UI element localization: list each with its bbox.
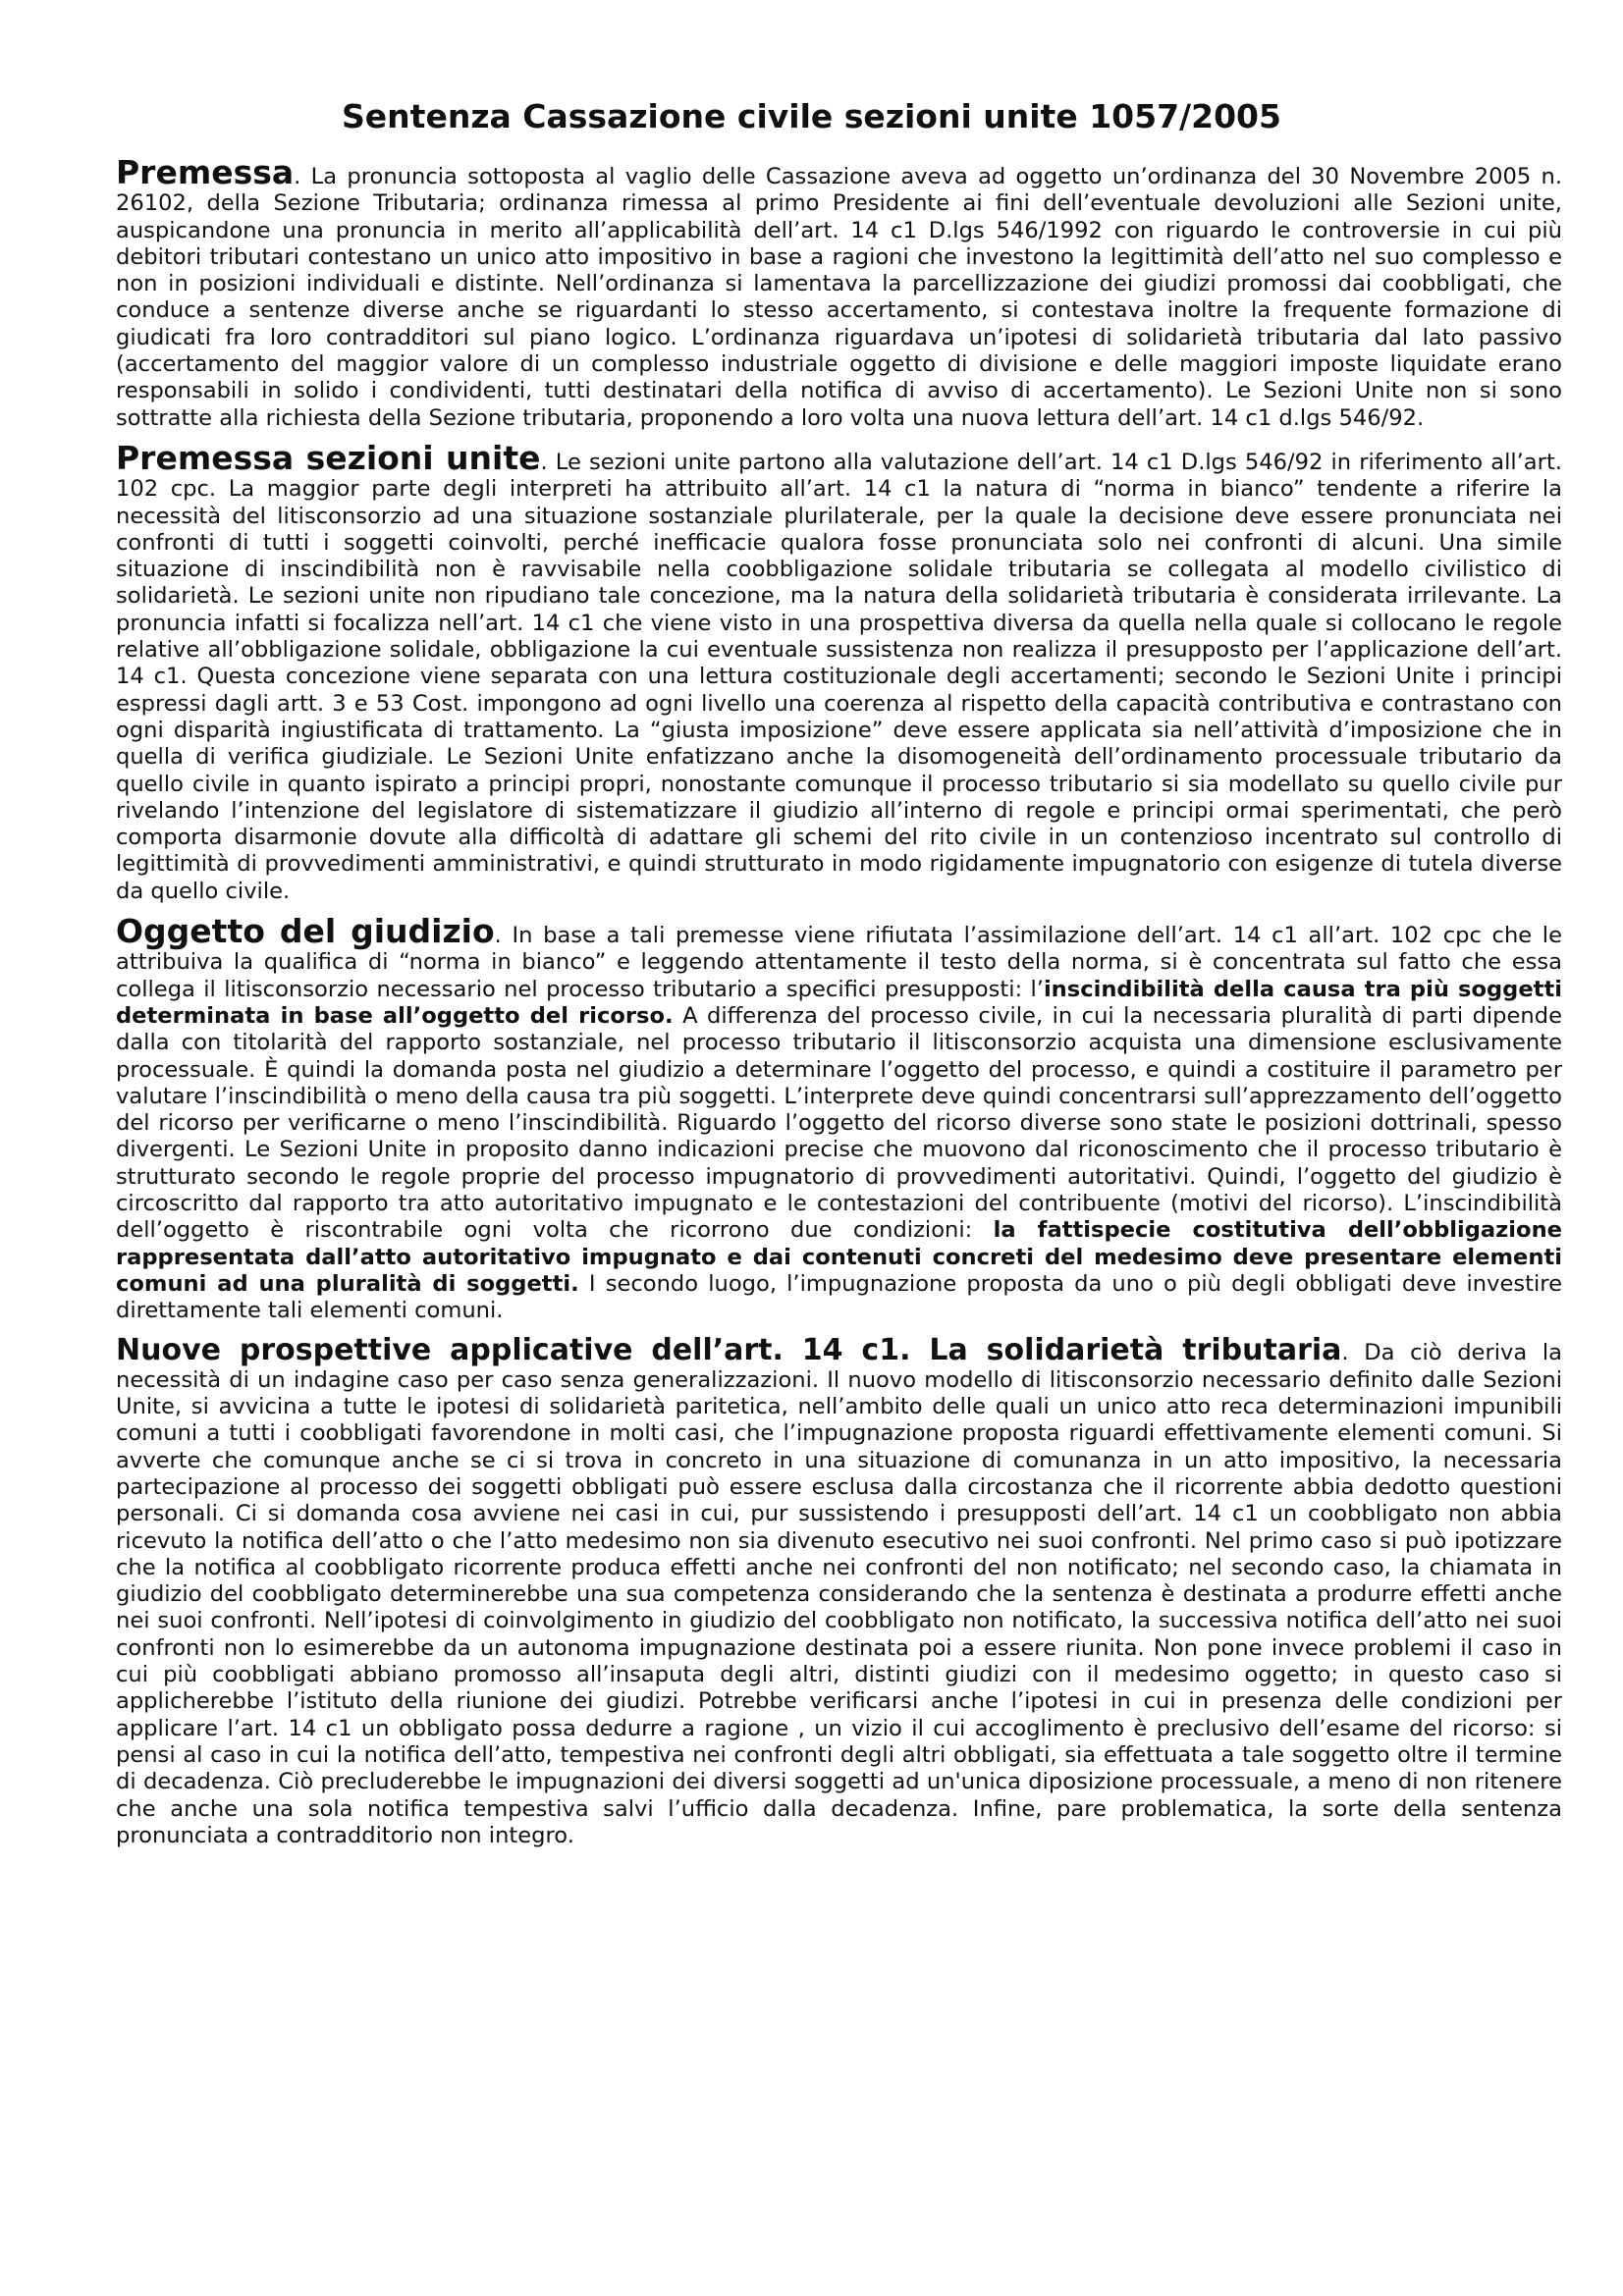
paragraph-premessa-sezioni-unite: [116, 438, 1562, 905]
heading-separator: .: [540, 449, 556, 475]
heading-separator: .: [494, 923, 513, 949]
paragraph-text: Da ciò deriva la necessità di un indagine caso per caso senza generalizzazioni. Il nuovo modello di litisconsorzio necessario definito dalle Sezioni Unite, si avvicina a tutte le ipotesi di solidarietà paritetica, nell’ambito delle quali un unico atto reca determinazioni impunibili comuni a tutti i coobbligati favorendone in molti casi, che l’impugnazione proposta riguardi effettivamente elementi comuni. Si avverte che comunque anche se ci si trova in concreto in una situazione di comunanza in un atto impositivo, la necessaria partecipazione al processo dei soggetti obbligati può essere esclusa dalla circostanza che il ricorrente abbia dedotto questioni personali. Ci si domanda cosa avviene nei casi in cui, pur sussistendo i presupposti dell’art. 14 c1 un coobbligato non abbia ricevuto la notifica dell’atto o che l’atto medesimo non sia divenuto esecutivo nei suoi confronti. Nel primo caso si può ipotizzare che la notifica al coobbligato ricorrente produca effetti anche nei confronti del non notificato; nel secondo caso, la chiamata in giudizio del coobbligato determinerebbe una sua competenza considerando che la sentenza è destinata a produrre effetti anche nei suoi confronti. Nell’ipotesi di coinvolgimento in giudizio del coobbligato non notificato, la successiva notifica dell’atto nei suoi confronti non lo esimerebbe da un autonoma impugnazione destinata poi a essere riunita. Non pone invece problemi il caso in cui più coobbligati abbiano promosso all’insaputa degli altri, distinti giudizi con il medesimo oggetto; in questo caso si applicherebbe l’istituto della riunione dei giudizi. Potrebbe verificarsi anche l’ipotesi in cui in presenza delle condizioni per applicare l’art. 14 c1 un obbligato possa dedurre a ragione , un vizio il cui accoglimento è preclusivo dell’esame del ricorso: si pensi al caso in cui la notifica dell’atto, tempestiva nei confronti degli altri obbligati, sia effettuata a tale soggetto oltre il termine di decadenza. Ciò precluderebbe le impugnazioni dei diversi soggetti ad un'unica diposizione processuale, a meno di non ritenere che anche una sola notifica tempestiva salvi l’ufficio dalla decadenza. Infine, pare problematica, la sorte della sentenza pronunciata a contradditorio non integro.: [116, 1340, 1562, 1848]
paragraph-text: I secondo luogo, l’impugnazione proposta da uno o più degli obbligati deve investire direttamente tali elementi comuni.: [116, 1270, 1563, 1324]
paragraph-bold-text: inscindibilità della causa tra più soggetti determinata in base all’oggetto del ricorso.: [116, 976, 1562, 1029]
section-heading: Premessa: [116, 153, 295, 191]
paragraph-oggetto-del-giudizio: [116, 912, 1563, 1324]
paragraph-text: La pronuncia sottoposta al vaglio delle Cassazione aveva ad oggetto un’ordinanza del 30 Novembre 2005 n. 26102, della Sezione Tributaria; ordinanza rimessa al primo Presidente ai fini dell’eventuale devoluzioni alle Sezioni unite, auspicandone una pronuncia in merito all’applicabilità dell’art. 14 c1 D.lgs 546/1992 con riguardo le controversie in cui più debitori tributari contestano un unico atto impositivo in base a ragioni che investono la legittimità dell’atto nel suo complesso e non in posizioni individuali e distinte. Nell’ordinanza si lamentava la parcellizzazione dei giudizi promossi dai coobbligati, che conduce a sentenze diverse anche se riguardanti lo stesso accertamento, si contestava inoltre la frequente formazione di giudicati fra loro contradditori sul piano logico. L’ordinanza riguardava un’ipotesi di solidarietà tributaria dal lato passivo (accertamento del maggior valore di un complesso industriale oggetto di divisione e delle maggiori imposte liquidate erano responsabili in solido i condividenti, tutti destinatari della notifica di avviso di accertamento). Le Sezioni Unite non si sono sottratte alla richiesta della Sezione tributaria, proponendo a loro volta una nuova lettura dell’art. 14 c1 d.lgs 546/92.: [116, 164, 1562, 431]
section-heading: Oggetto del giudizio: [116, 912, 495, 951]
document-body: [116, 153, 1563, 1862]
section-heading: Nuove prospettive applicative dell’art. 14 c1. La solidarietà tributaria: [116, 1333, 1342, 1368]
document-title: Sentenza Cassazione civile sezioni unite 1057/2005: [342, 97, 1281, 135]
paragraph-text: A differenza del processo civile, in cui la necessaria pluralità di parti dipende dalla con titolarità del rapporto sostanziale, nel processo tributario il litisconsorzio acquista una dimensione esclusivamente processuale. È quindi la domanda posta nel giudizio a determinare l’oggetto del processo, e quindi a costituire il parametro per valutare l’inscindibilità o meno della causa tra più soggetti. L’interprete deve quindi concentrarsi sull’apprezzamento dell’oggetto del ricorso per verificarne o meno l’inscindibilità. Riguardo l’oggetto del ricorso diverse sono state le posizioni dottrinali, spesso divergenti. Le Sezioni Unite in proposito danno indicazioni precise che muovono dal riconoscimento che il processo tributario è strutturato secondo le regole proprie del processo impugnatorio di provvedimenti autoritativi. Quindi, l’oggetto del giudizio è circoscritto dal rapporto tra atto autoritativo impugnato e le contestazioni del contribuente (motivi del ricorso). L’inscindibilità dell’oggetto è riscontrabile ogni volta che ricorrono due condizioni:: [116, 1002, 1562, 1244]
paragraph-text: In base a tali premesse viene rifiutata l’assimilazione dell’art. 14 c1 all’art. 102 cpc che le attribuiva la qualifica di “norma in bianco” e leggendo attentamente il testo della norma, si è concentrata sul fatto che essa collega il litisconsorzio necessario nel processo tributario a specifici presupposti: l’: [116, 923, 1562, 1002]
heading-separator: .: [1341, 1340, 1365, 1366]
paragraph-bold-text: la fattispecie costitutiva dell’obbligazione rappresentata dall’atto autoritativo impugnato e dai contenuti concreti del medesimo deve presentare elementi comuni ad una pluralità di soggetti.: [116, 1217, 1562, 1297]
heading-separator: .: [294, 164, 311, 189]
paragraph-nuove-prospettive: [116, 1333, 1562, 1849]
paragraph-text: Le sezioni unite partono alla valutazione dell’art. 14 c1 D.lgs 546/92 in riferimento all’art. 102 cpc. La maggior parte degli interpreti ha attribuito all’art. 14 c1 la natura di “norma in bianco” tendente a riferire la necessità del litisconsorzio ad una situazione sostanziale plurilaterale, per la quale la decisione deve essere pronunciata nei confronti di tutti i soggetti coinvolti, perché inefficacie qualora fosse pronunciata solo nei confronti di alcuni. Una simile situazione di inscindibilità non è ravvisabile nella coobbligazione solidale tributaria se collegata al modello civilistico di solidarietà. Le sezioni unite non ripudiano tale concezione, ma la natura della solidarietà tributaria è considerata irrilevante. La pronuncia infatti si focalizza nell’art. 14 c1 che viene visto in una prospettiva diversa da quella nella quale si collocano le regole relative all’obbligazione solidale, obbligazione la cui eventuale sussistenza non realizza il presupposto per l’applicazione dell’art. 14 c1. Questa concezione viene separata con una lettura costituzionale degli accertamenti; secondo le Sezioni Unite i principi espressi dagli artt. 3 e 53 Cost. impongono ad ogni livello una coerenza al rispetto della capacità contributiva e contrastano con ogni disparità ingiustificata di trattamento. La “giusta imposizione” deve essere applicata sia nell’attività d’imposizione che in quella di verifica giudiziale. Le Sezioni Unite enfatizzano anche la disomogeneità dell’ordinamento processuale tributario da quello civile in quanto ispirato a principi propri, nonostante comunque il processo tributario si sia modellato su quello civile pur rivelando l’intenzione del legislatore di sistematizzare il giudizio all’interno di regole e principi ormai sperimentati, che però comporta disarmonie dovute alla difficoltà di adattare gli schemi del rito civile in un contenzioso incentrato sul controllo di legittimità di provvedimenti amministrativi, e quindi strutturato in modo rigidamente impugnatorio con esigenze di tutela diverse da quello civile.: [116, 449, 1562, 904]
paragraph-premessa: [116, 153, 1562, 432]
section-heading: Premessa sezioni unite: [116, 438, 541, 477]
